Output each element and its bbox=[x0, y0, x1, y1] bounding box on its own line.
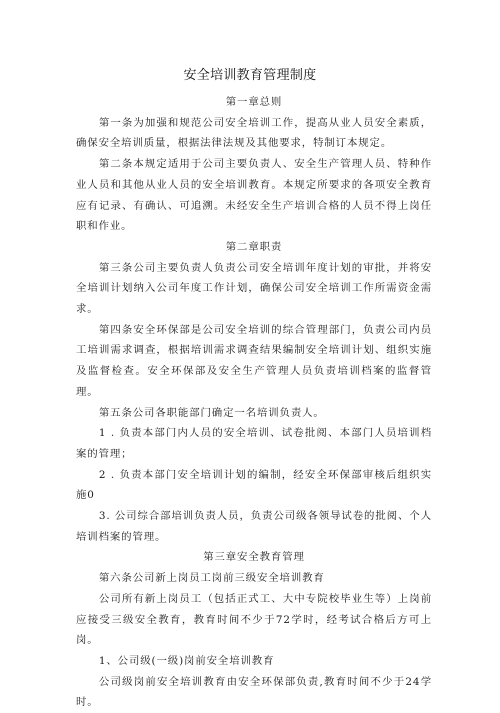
paragraph: 第五条公司各职能部门确定一名培训负责人。 bbox=[98, 406, 325, 419]
document-body bbox=[76, 92, 432, 713]
paragraph: 第一条为加强和规范公司安全培训工作，提高从业人员安全素质，确保安全培训质量，根据法律法规及其他要求，特制订本规定。 bbox=[76, 116, 432, 150]
list-item: 1 . 负责本部门内人员的安全培训、试卷批阅、本部门人员培训档案的管理； bbox=[76, 427, 432, 460]
list-item: 2 . 负责本部门安全培训计划的编制，经安全环保部审核后组织实施0 bbox=[76, 468, 432, 502]
chapter-heading: 第一章总则 bbox=[225, 96, 283, 108]
chapter-heading: 第二章职责 bbox=[225, 240, 283, 253]
document-title: 安全培训教育管理制度 bbox=[183, 68, 317, 83]
paragraph: 第四条安全环保部是公司安全培训的综合管理部门，负责公司内员工培训需求调查，根据培训需求调查结果编制安全培训计划、组织实施及监督检查。安全环保部及安全生产管理人员负责培训档案的监督管理。 bbox=[76, 323, 432, 398]
paragraph: 第三条公司主要负责人负责公司安全培训年度计划的审批，并将安全培训计划纳入公司年度工作计划，确保公司安全培训工作所需资金需求。 bbox=[76, 261, 432, 316]
paragraph: 公司所有新上岗员工（包括正式工、大中专院校毕业生等）上岗前应接受三级安全教育，教育时间不少于72学时，经考试合格后方可上岗。 bbox=[76, 592, 432, 647]
paragraph: 1、公司级(一级)岗前安全培训教育 bbox=[98, 654, 275, 667]
paragraph: 第六条公司新上岗员工岗前三级安全培训教育 bbox=[98, 572, 325, 585]
list-item: 3. 公司综合部培训负责人员，负责公司级各领导试卷的批阅、个人培训档案的管理。 bbox=[76, 510, 432, 543]
chapter-heading: 第三章安全教育管理 bbox=[203, 551, 305, 564]
paragraph: 公司级岗前安全培训教育由安全环保部负责,教育时间不少于24学时。 bbox=[76, 675, 432, 709]
paragraph: 第二条本规定适用于公司主要负责人、安全生产管理人员、特种作业人员和其他从业人员的安全培训教育。本规定所要求的各项安全教育应有记录、有确认、可追溯。未经安全生产培训合格的人员不得上岗任职和作业。 bbox=[76, 158, 432, 233]
